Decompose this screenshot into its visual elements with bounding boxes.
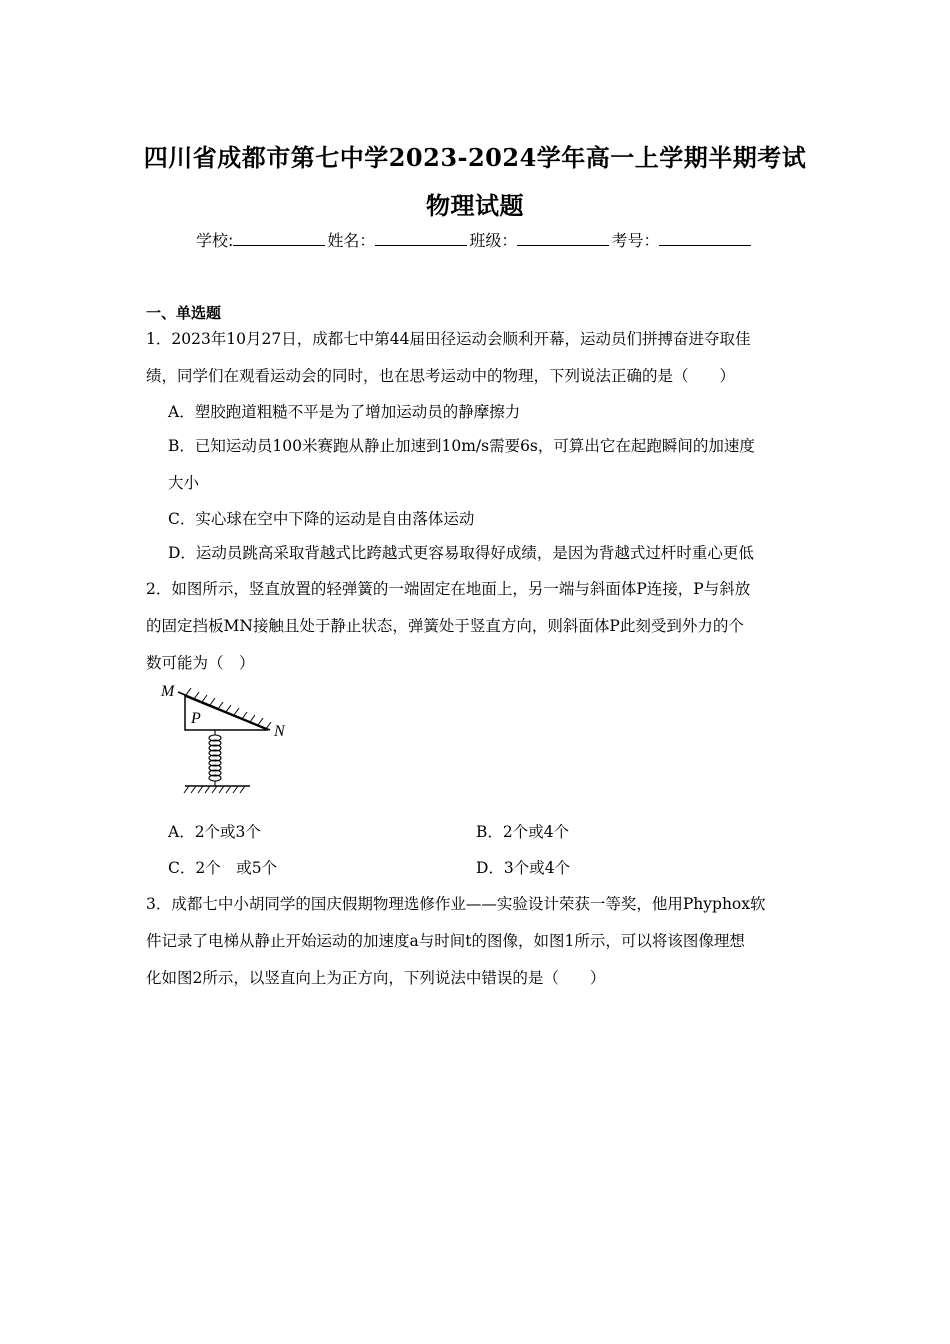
ground-hatching: [184, 786, 245, 793]
q1-option-b-cont: 大小: [168, 474, 200, 492]
q1-option-b: B．已知运动员100米赛跑从静止加速到10m/s需要6s，可算出它在起跑瞬间的加速度: [168, 437, 755, 455]
spring: [209, 730, 221, 786]
exam-title: 四川省成都市第七中学2023-2024学年高一上学期半期考试: [143, 143, 807, 172]
q1-stem-line: 1．2023年10月27日，成都七中第44届田径运动会顺利开幕，运动员们拼搏奋进夺取佳: [146, 330, 751, 348]
q2-stem-line: 数可能为（ ）: [146, 654, 255, 672]
school-blank[interactable]: [233, 231, 325, 246]
exam-number-blank[interactable]: [659, 231, 751, 246]
label-m: M: [161, 683, 175, 700]
label-p: P: [191, 710, 201, 727]
name-blank[interactable]: [375, 231, 467, 246]
student-info-row: [196, 228, 753, 251]
school-label: 学校:: [196, 231, 234, 250]
section-title: 一、单选题: [146, 304, 222, 322]
q2-stem-line: 的固定挡板MN接触且处于静止状态，弹簧处于竖直方向，则斜面体P此刻受到外力的个: [146, 617, 744, 635]
class-blank[interactable]: [517, 231, 609, 246]
spring-incline-figure: [158, 678, 298, 802]
q3-stem-line: 件记录了电梯从静止开始运动的加速度a与时间t的图像，如图1所示，可以将该图像理想: [146, 932, 745, 950]
q1-option-a: A．塑胶跑道粗糙不平是为了增加运动员的静摩擦力: [168, 403, 521, 421]
q2-stem-line: 2．如图所示，竖直放置的轻弹簧的一端固定在地面上，另一端与斜面体P连接，P与斜放: [146, 580, 751, 598]
exam-number-label: 考号：: [611, 231, 660, 250]
q3-stem-line: 化如图2所示，以竖直向上为正方向，下列说法中错误的是（ ）: [146, 969, 606, 987]
q2-option-d: D．3个或4个: [476, 859, 571, 877]
label-n: N: [274, 723, 285, 740]
q3-stem-line: 3．成都七中小胡同学的国庆假期物理选修作业——实验设计荣获一等奖，他用Phyphox软: [146, 895, 766, 913]
name-label: 姓名：: [327, 231, 376, 250]
q1-option-d: D．运动员跳高采取背越式比跨越式更容易取得好成绩，是因为背越式过杆时重心更低: [168, 544, 754, 562]
class-label: 班级：: [469, 231, 518, 250]
q2-option-c: C．2个 或5个: [168, 859, 278, 877]
q1-option-c: C．实心球在空中下降的运动是自由落体运动: [168, 510, 475, 528]
q1-stem-line: 绩，同学们在观看运动会的同时，也在思考运动中的物理，下列说法正确的是（ ）: [146, 367, 736, 385]
q2-option-a: A．2个或3个: [168, 823, 261, 841]
q2-option-b: B．2个或4个: [476, 823, 570, 841]
exam-subtitle: 物理试题: [426, 191, 524, 220]
